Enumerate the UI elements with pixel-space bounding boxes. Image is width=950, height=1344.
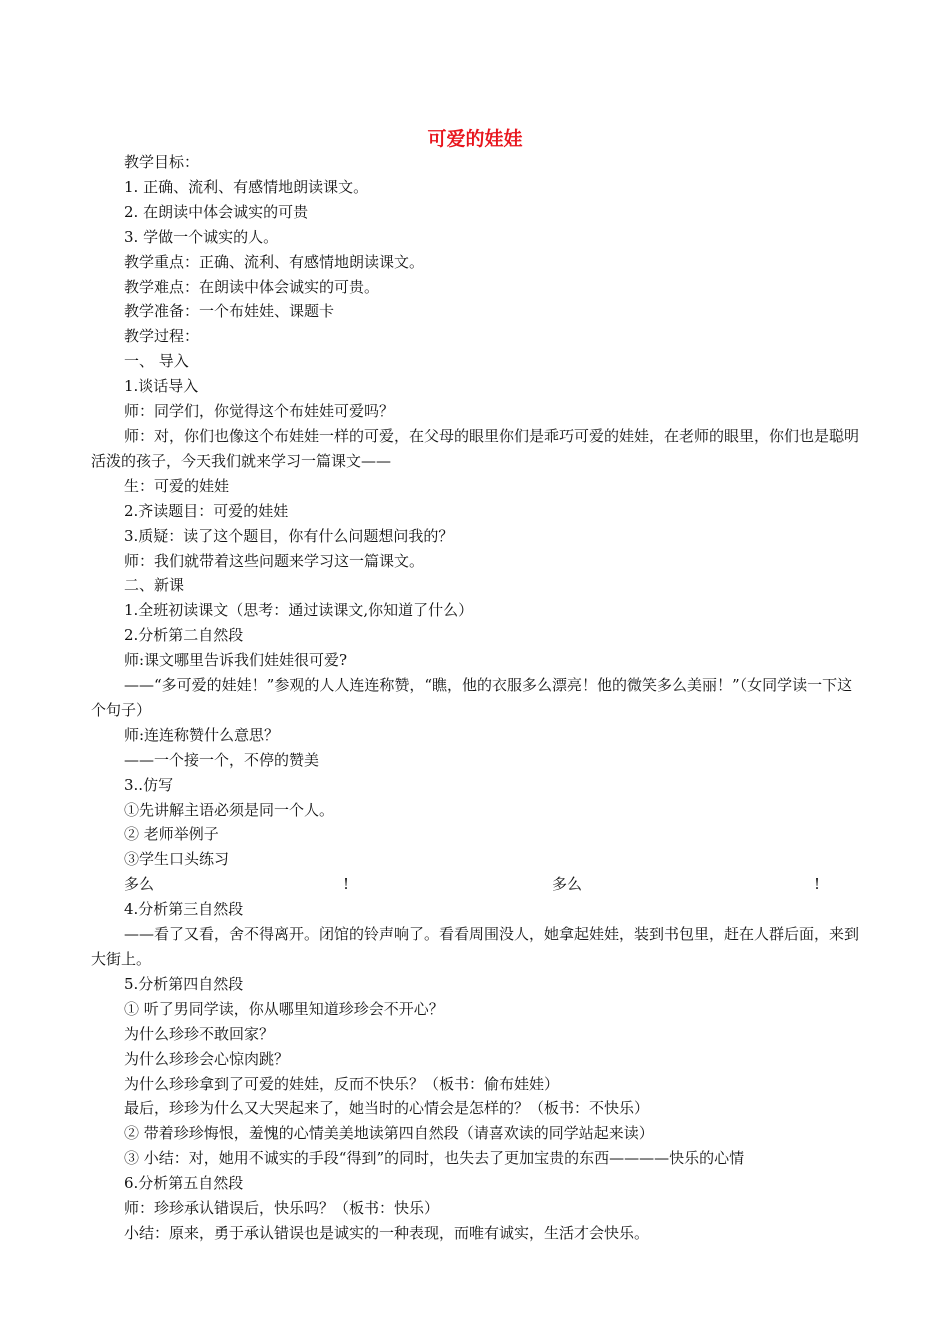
teacher-question-3: 师:连连称赞什么意思？ (124, 725, 280, 744)
step-talk-intro: 1.谈话导入 (124, 377, 199, 396)
paragraph-4-question-d: 最后，珍珍为什么又大哭起来了，她当时的心情会是怎样的？（板书：不快乐） (124, 1099, 650, 1118)
heading-teaching-goals: 教学目标： (124, 153, 200, 171)
answer-line: ——一个接一个，不停的赞美 (124, 750, 320, 769)
document-title: 可爱的娃娃 (427, 128, 523, 150)
paragraph-4-item-3: ③ 小结：对，她用不诚实的手段“得到”的同时，也失去了更加宝贵的东西————快乐的心情 (124, 1149, 745, 1168)
fill-blank-start-2: 多么 (552, 875, 583, 894)
lesson-plan-body (91, 150, 862, 1246)
teacher-question-2: 师:课文哪里告诉我们娃娃很可爱? (124, 651, 348, 670)
fill-blank-end-2: ! (814, 875, 821, 894)
section-intro: 一、 导入 (124, 352, 189, 371)
goal-item-3: 3. 学做一个诚实的人。 (124, 227, 279, 246)
quote-paragraph: ——“多可爱的娃娃！”参观的人人连连称赞，“瞧，他的衣服多么漂亮！他的微笑多么美丽！”（女同学读一下这个句子） (91, 676, 853, 719)
section-new-lesson: 二、新课 (124, 576, 185, 595)
goal-item-2: 2. 在朗读中体会诚实的可贵 (124, 202, 309, 221)
step-imitation: 3..仿写 (124, 775, 174, 794)
fill-blank-line (91, 872, 862, 897)
paragraph-4-item-2: ② 带着珍珍悔恨，羞愧的心情美美地读第四自然段（请喜欢读的同学站起来读） (124, 1124, 654, 1143)
imitation-item-3: ③学生口头练习 (124, 850, 230, 869)
fill-blank-start-1: 多么 (124, 875, 155, 894)
paragraph-4-question-b: 为什么珍珍会心惊肉跳？ (124, 1049, 290, 1068)
student-answer: 生：可爱的娃娃 (124, 476, 230, 495)
step-paragraph-4: 5.分析第四自然段 (124, 974, 244, 993)
step-question: 3.质疑：读了这个题目，你有什么问题想问我的？ (124, 526, 454, 545)
step-paragraph-3: 4.分析第三自然段 (124, 900, 244, 919)
paragraph-4-question-a: 为什么珍珍不敢回家？ (124, 1024, 275, 1043)
step-paragraph-2: 2.分析第二自然段 (124, 626, 244, 645)
heading-process: 教学过程： (124, 327, 200, 346)
fill-blank-end-1: ! (343, 875, 350, 894)
imitation-item-2: ② 老师举例子 (124, 825, 219, 844)
paragraph-4-question-c: 为什么珍珍拿到了可爱的娃娃，反而不快乐？（板书：偷布娃娃） (124, 1074, 560, 1093)
key-point: 教学重点：正确、流利、有感情地朗读课文。 (124, 252, 425, 271)
paragraph-4-item-1: ① 听了男同学读，你从哪里知道珍珍会不开心？ (124, 999, 444, 1018)
step-first-reading: 1.全班初读课文（思考：通过读课文,你知道了什么） (124, 601, 474, 620)
teacher-lead-in: 师：我们就带着这些问题来学习这一篇课文。 (124, 551, 425, 570)
preparation: 教学准备：一个布娃娃、课题卡 (124, 302, 335, 321)
teacher-paragraph: 师：对，你们也像这个布娃娃一样的可爱，在父母的眼里你们是乖巧可爱的娃娃，在老师的眼里，你们也是聪明活泼的孩子，今天我们就来学习一篇课文—— (91, 426, 860, 470)
step-paragraph-5: 6.分析第五自然段 (124, 1174, 244, 1193)
summary-line: 小结：原来，勇于承认错误也是诚实的一种表现，而唯有诚实，生活才会快乐。 (124, 1223, 650, 1242)
teacher-question-4: 师：珍珍承认错误后，快乐吗？（板书：快乐） (124, 1199, 440, 1218)
teacher-question-1: 师：同学们，你觉得这个布娃娃可爱吗？ (124, 402, 395, 421)
step-read-title: 2.齐读题目：可爱的娃娃 (124, 501, 289, 520)
paragraph-3-quote: ——看了又看，舍不得离开。闭馆的铃声响了。看看周围没人，她拿起娃娃，装到书包里，赶在人群后面，来到大街上。 (91, 925, 860, 968)
difficult-point: 教学难点：在朗读中体会诚实的可贵。 (124, 277, 380, 296)
goal-item-1: 1. 正确、流利、有感情地朗读课文。 (124, 177, 369, 196)
imitation-item-1: ①先讲解主语必须是同一个人。 (124, 800, 335, 819)
